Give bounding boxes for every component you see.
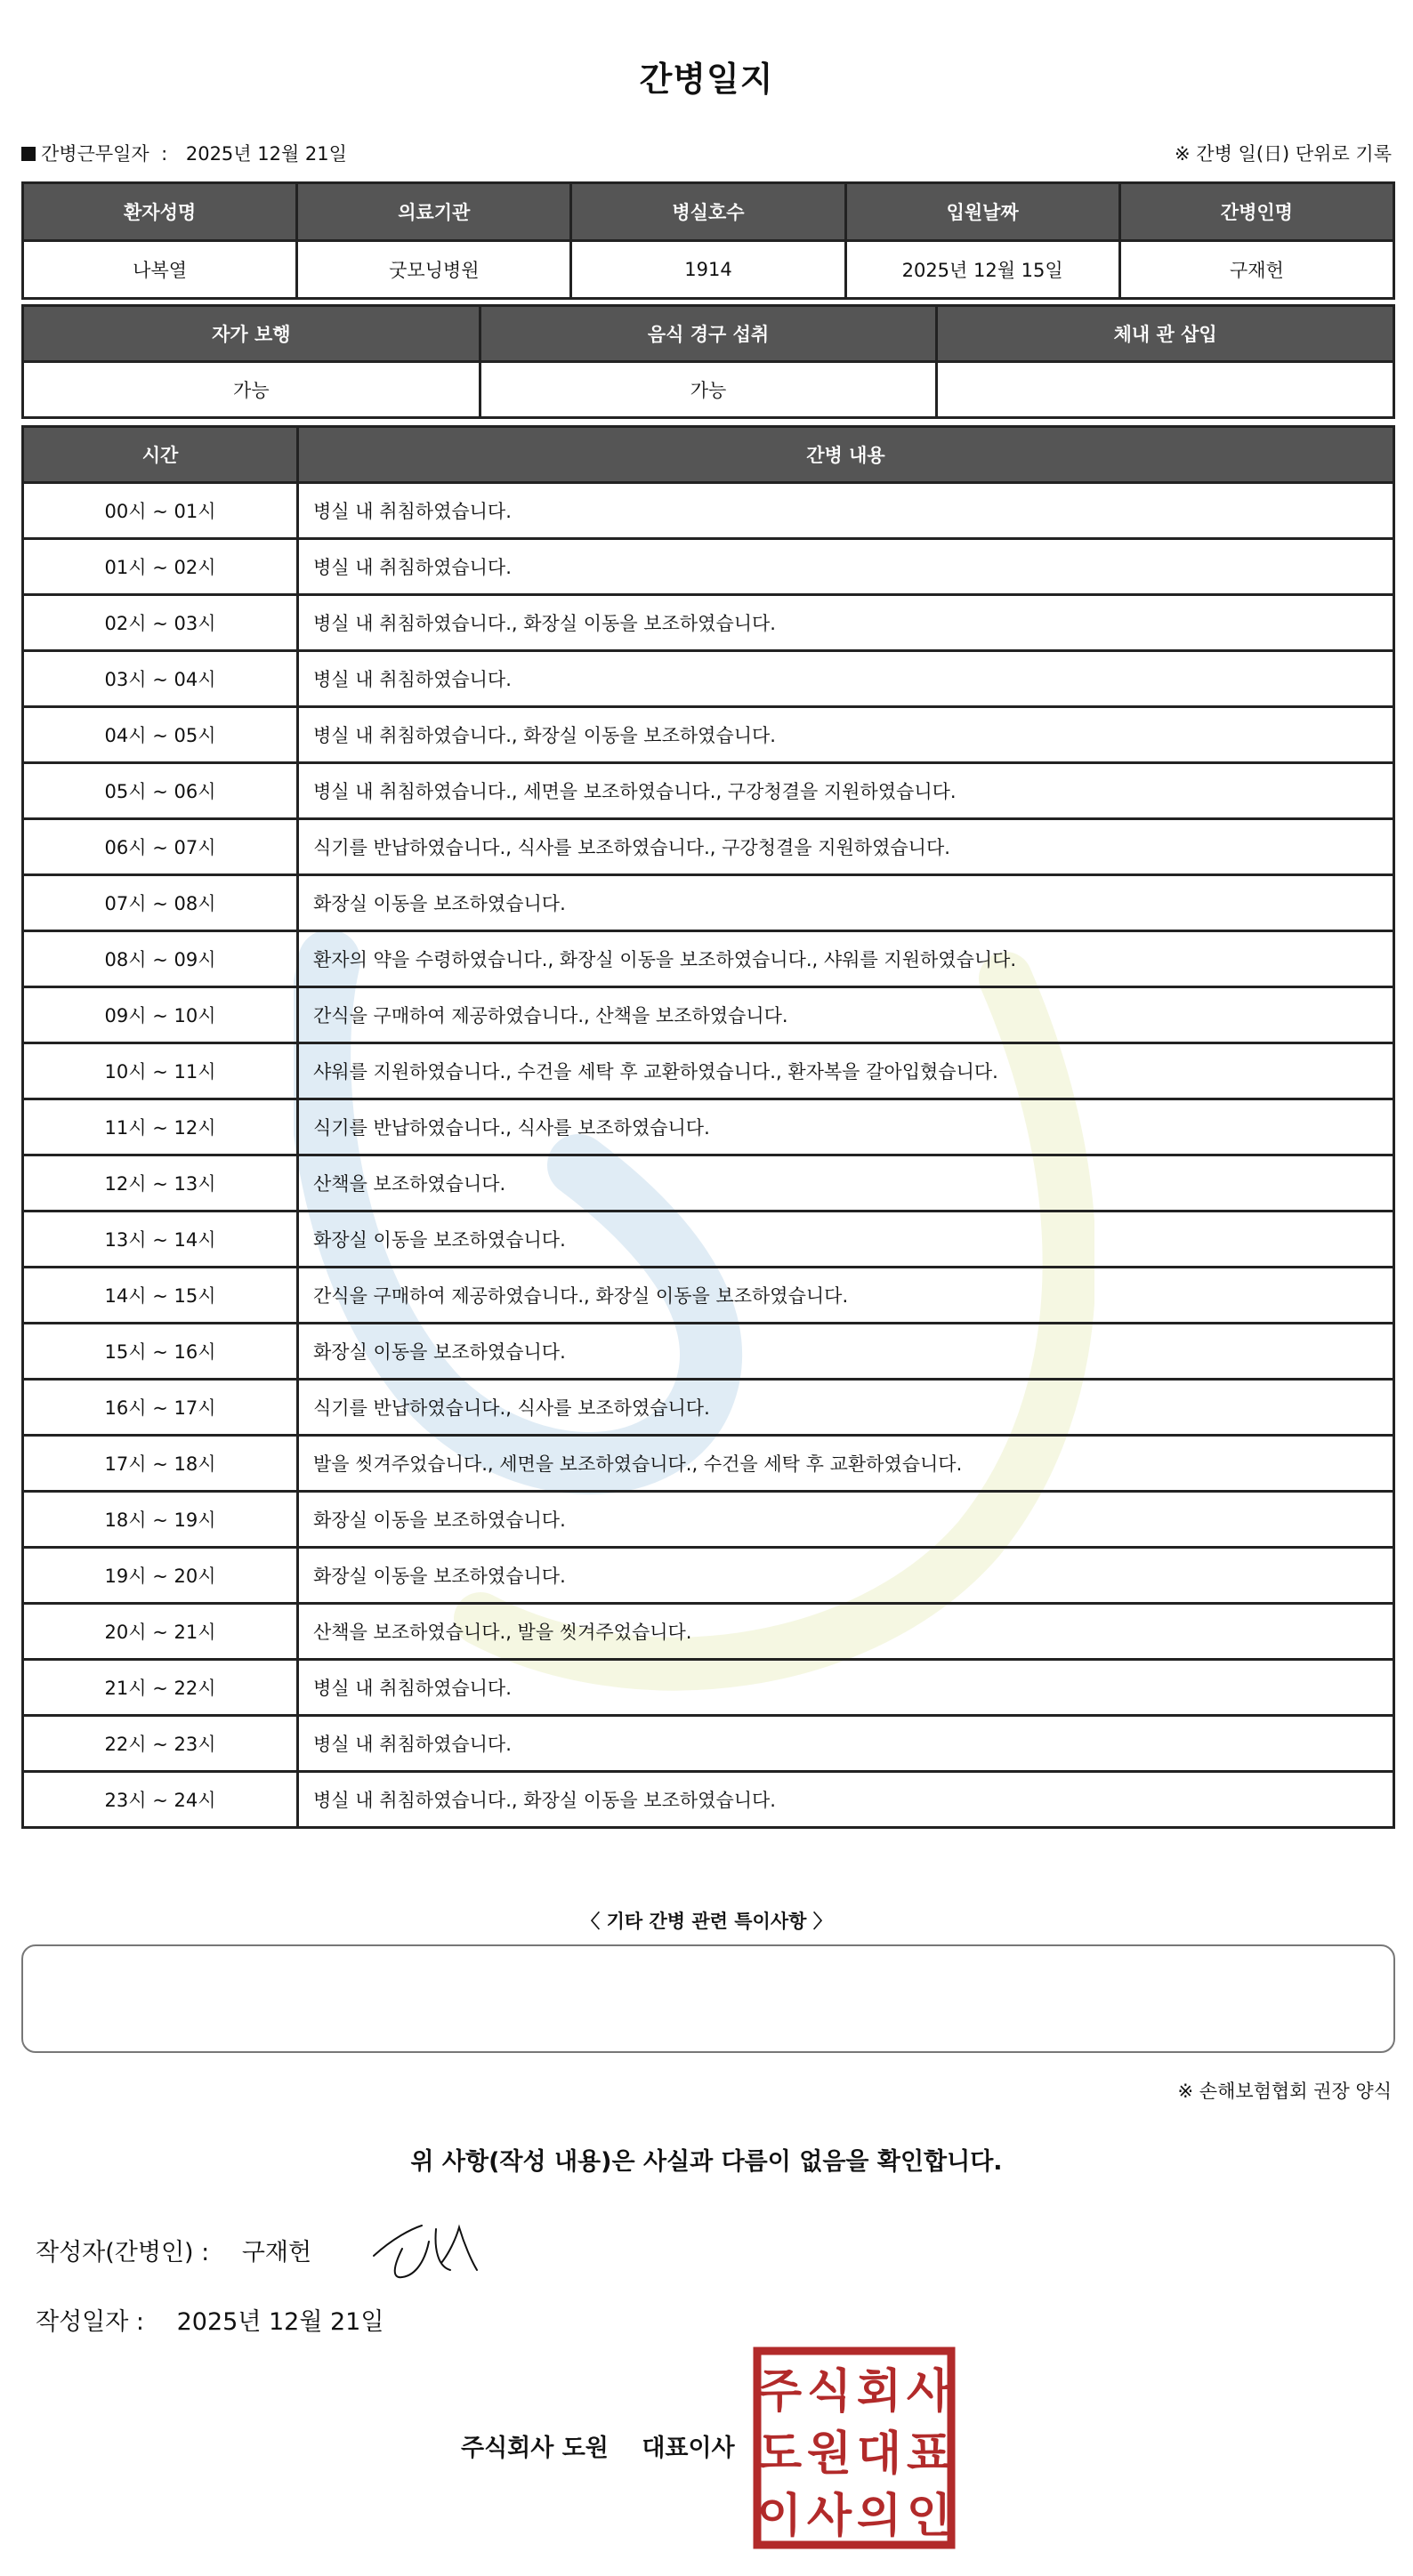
caregiver-name: 구재헌 xyxy=(1119,241,1393,299)
care-content-cell: 병실 내 취침하였습니다. xyxy=(298,1716,1394,1772)
header-care-content: 간병 내용 xyxy=(298,427,1394,483)
table-row xyxy=(23,483,1394,539)
time-cell: 15시 ~ 16시 xyxy=(23,1324,298,1380)
time-cell: 05시 ~ 06시 xyxy=(23,763,298,819)
time-cell: 11시 ~ 12시 xyxy=(23,1099,298,1155)
table-row xyxy=(23,987,1394,1043)
tube-insertion-value xyxy=(937,362,1394,418)
written-date-row xyxy=(36,2302,384,2337)
time-cell: 22시 ~ 23시 xyxy=(23,1716,298,1772)
status-info-table xyxy=(21,304,1395,419)
table-row xyxy=(23,1268,1394,1324)
table-row xyxy=(23,931,1394,987)
table-row xyxy=(23,819,1394,875)
square-bullet-icon xyxy=(21,147,36,161)
work-date-label: 간병근무일자 xyxy=(41,143,149,165)
time-cell: 23시 ~ 24시 xyxy=(23,1772,298,1828)
company-seal-stamp xyxy=(753,2347,956,2549)
room-number: 1914 xyxy=(571,241,845,299)
stamp-character: 도 xyxy=(756,2427,803,2481)
care-content-cell: 식기를 반납하였습니다., 식사를 보조하였습니다., 구강청결을 지원하였습니다. xyxy=(298,819,1394,875)
care-content-cell: 화장실 이동을 보조하였습니다. xyxy=(298,1548,1394,1604)
stamp-character: 사 xyxy=(806,2490,852,2543)
table-row xyxy=(23,1548,1394,1604)
care-content-cell: 환자의 약을 수령하였습니다., 화장실 이동을 보조하였습니다., 샤워를 지원하였습니다. xyxy=(298,931,1394,987)
author-name: 구재헌 xyxy=(241,2239,312,2266)
written-date-value: 2025년 12월 21일 xyxy=(176,2308,384,2336)
confirmation-statement: 위 사항(작성 내용)은 사실과 다름이 없음을 확인합니다. xyxy=(410,2148,1003,2176)
care-content-cell: 병실 내 취침하였습니다. xyxy=(298,1660,1394,1716)
stamp-character: 회 xyxy=(856,2365,902,2419)
status-info-value-row xyxy=(23,362,1394,418)
header-room-number: 병실호수 xyxy=(571,183,845,241)
table-row xyxy=(23,1772,1394,1828)
time-cell: 19시 ~ 20시 xyxy=(23,1548,298,1604)
header-hospital: 의료기관 xyxy=(297,183,571,241)
care-content-cell: 화장실 이동을 보조하였습니다. xyxy=(298,875,1394,931)
notes-title: 〈 기타 간병 관련 특이사항 〉 xyxy=(581,1911,832,1932)
care-content-cell: 간식을 구매하여 제공하였습니다., 산책을 보조하였습니다. xyxy=(298,987,1394,1043)
work-date xyxy=(21,140,347,166)
stamp-character: 사 xyxy=(906,2365,952,2419)
care-content-cell: 병실 내 취침하였습니다., 화장실 이동을 보조하였습니다. xyxy=(298,1772,1394,1828)
care-log-header-row xyxy=(23,427,1394,483)
care-content-cell: 병실 내 취침하였습니다. xyxy=(298,651,1394,707)
care-content-cell: 발을 씻겨주었습니다., 세면을 보조하였습니다., 수건을 세탁 후 교환하였습니다. xyxy=(298,1436,1394,1492)
time-cell: 17시 ~ 18시 xyxy=(23,1436,298,1492)
stamp-character: 이 xyxy=(756,2490,803,2543)
patient-name: 나복열 xyxy=(23,241,297,299)
care-content-cell: 병실 내 취침하였습니다., 화장실 이동을 보조하였습니다. xyxy=(298,595,1394,651)
table-row xyxy=(23,595,1394,651)
author-row xyxy=(36,2233,311,2267)
care-content-cell: 샤워를 지원하였습니다., 수건을 세탁 후 교환하였습니다., 환자복을 갈아입혔습니다. xyxy=(298,1043,1394,1099)
table-row xyxy=(23,1155,1394,1212)
table-row xyxy=(23,1099,1394,1155)
time-cell: 21시 ~ 22시 xyxy=(23,1660,298,1716)
self-walking-value: 가능 xyxy=(23,362,480,418)
time-cell: 08시 ~ 09시 xyxy=(23,931,298,987)
care-log-rows xyxy=(23,483,1394,1828)
table-row xyxy=(23,875,1394,931)
care-log-table xyxy=(21,425,1395,1829)
care-content-cell: 식기를 반납하였습니다., 식사를 보조하였습니다. xyxy=(298,1380,1394,1436)
table-row xyxy=(23,1604,1394,1660)
time-cell: 14시 ~ 15시 xyxy=(23,1268,298,1324)
stamp-character: 원 xyxy=(806,2427,852,2481)
table-row xyxy=(23,539,1394,595)
table-row xyxy=(23,1212,1394,1268)
care-content-cell: 간식을 구매하여 제공하였습니다., 화장실 이동을 보조하였습니다. xyxy=(298,1268,1394,1324)
care-content-cell: 병실 내 취침하였습니다. xyxy=(298,483,1394,539)
care-content-cell: 화장실 이동을 보조하였습니다. xyxy=(298,1212,1394,1268)
stamp-character: 대 xyxy=(856,2427,902,2481)
time-cell: 12시 ~ 13시 xyxy=(23,1155,298,1212)
header-oral-intake: 음식 경구 섭취 xyxy=(480,306,937,362)
care-content-cell: 화장실 이동을 보조하였습니다. xyxy=(298,1492,1394,1548)
header-caregiver-name: 간병인명 xyxy=(1119,183,1393,241)
table-row xyxy=(23,651,1394,707)
patient-info-table xyxy=(21,181,1395,300)
admission-date: 2025년 12월 15일 xyxy=(845,241,1119,299)
patient-info-header-row xyxy=(23,183,1394,241)
table-row xyxy=(23,1492,1394,1548)
table-row xyxy=(23,1043,1394,1099)
time-cell: 10시 ~ 11시 xyxy=(23,1043,298,1099)
time-cell: 02시 ~ 03시 xyxy=(23,595,298,651)
table-row xyxy=(23,1436,1394,1492)
unit-note: ※ 간병 일(日) 단위로 기록 xyxy=(1175,143,1392,165)
stamp-character: 인 xyxy=(906,2490,952,2543)
time-cell: 20시 ~ 21시 xyxy=(23,1604,298,1660)
form-note: ※ 손해보험협회 권장 양식 xyxy=(1177,2081,1392,2102)
meta-row xyxy=(21,140,1392,170)
written-date-label: 작성일자 : xyxy=(36,2308,145,2336)
care-content-cell: 산책을 보조하였습니다., 발을 씻겨주었습니다. xyxy=(298,1604,1394,1660)
time-cell: 01시 ~ 02시 xyxy=(23,539,298,595)
company-name: 주식회사 도원 xyxy=(461,2435,609,2462)
author-label: 작성자(간병인) : xyxy=(36,2239,210,2266)
work-date-value: 2025년 12월 21일 xyxy=(185,143,347,165)
care-content-cell: 병실 내 취침하였습니다. xyxy=(298,539,1394,595)
stamp-character: 표 xyxy=(906,2427,952,2481)
work-date-separator: : xyxy=(161,143,168,165)
company-representative-title: 대표이사 xyxy=(642,2435,735,2462)
table-row xyxy=(23,1660,1394,1716)
stamp-character: 식 xyxy=(806,2365,852,2419)
time-cell: 16시 ~ 17시 xyxy=(23,1380,298,1436)
table-row xyxy=(23,1380,1394,1436)
time-cell: 18시 ~ 19시 xyxy=(23,1492,298,1548)
care-content-cell: 병실 내 취침하였습니다., 화장실 이동을 보조하였습니다. xyxy=(298,707,1394,763)
care-content-cell: 병실 내 취침하였습니다., 세면을 보조하였습니다., 구강청결을 지원하였습니다. xyxy=(298,763,1394,819)
header-admission-date: 입원날짜 xyxy=(845,183,1119,241)
time-cell: 00시 ~ 01시 xyxy=(23,483,298,539)
header-time: 시간 xyxy=(23,427,298,483)
time-cell: 04시 ~ 05시 xyxy=(23,707,298,763)
stamp-character: 의 xyxy=(856,2490,902,2543)
table-row xyxy=(23,1324,1394,1380)
status-info-header-row xyxy=(23,306,1394,362)
document-title: 간병일지 xyxy=(639,60,774,99)
table-row xyxy=(23,707,1394,763)
time-cell: 03시 ~ 04시 xyxy=(23,651,298,707)
notes-box xyxy=(21,1944,1395,2053)
care-content-cell: 산책을 보조하였습니다. xyxy=(298,1155,1394,1212)
oral-intake-value: 가능 xyxy=(480,362,937,418)
table-row xyxy=(23,1716,1394,1772)
header-patient-name: 환자성명 xyxy=(23,183,297,241)
header-tube-insertion: 체내 관 삽입 xyxy=(937,306,1394,362)
hospital-name: 굿모닝병원 xyxy=(297,241,571,299)
time-cell: 07시 ~ 08시 xyxy=(23,875,298,931)
time-cell: 13시 ~ 14시 xyxy=(23,1212,298,1268)
company-signature-line xyxy=(461,2428,735,2463)
stamp-character: 주 xyxy=(756,2365,803,2419)
header-self-walking: 자가 보행 xyxy=(23,306,480,362)
care-content-cell: 식기를 반납하였습니다., 식사를 보조하였습니다. xyxy=(298,1099,1394,1155)
signature-image xyxy=(367,2213,482,2284)
table-row xyxy=(23,763,1394,819)
patient-info-value-row xyxy=(23,241,1394,299)
care-content-cell: 화장실 이동을 보조하였습니다. xyxy=(298,1324,1394,1380)
time-cell: 09시 ~ 10시 xyxy=(23,987,298,1043)
time-cell: 06시 ~ 07시 xyxy=(23,819,298,875)
